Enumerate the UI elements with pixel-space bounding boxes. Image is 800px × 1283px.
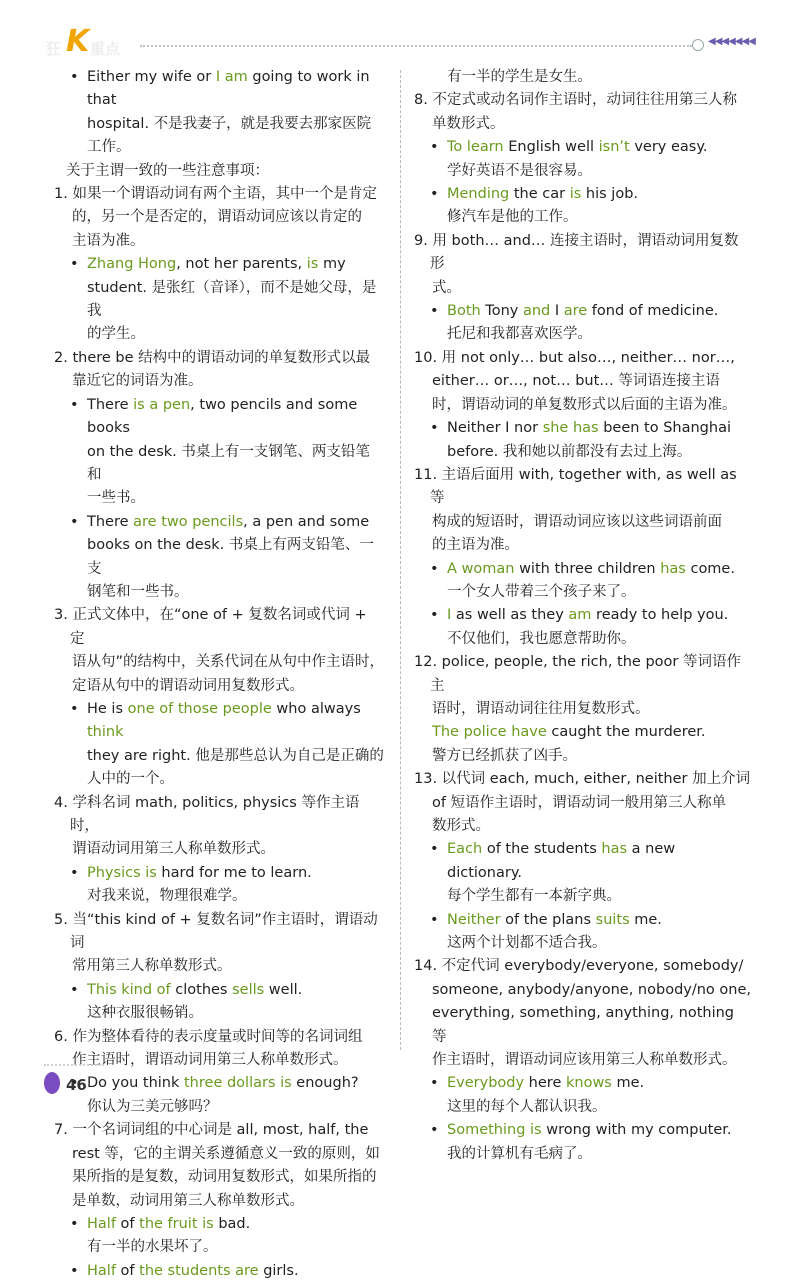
left-line-40: • Half of the fruit is bad. [54, 1213, 384, 1236]
right-line-26: 警方已经抓获了凶手。 [432, 747, 577, 764]
left-line-24: 4. 学科名词 math, politics, physics 等作主语时， [54, 794, 360, 834]
left-line-11: 靠近它的词语为准。 [72, 373, 203, 390]
left-line-10: 2. there be 结构中的谓语动词的单复数形式以最 [54, 349, 371, 366]
left-line-15: • There are two pencils, a pen and some [54, 511, 384, 534]
left-line-35: 你认为三美元够吗？ [87, 1098, 218, 1115]
left-line-22: they are right. 他是那些总认为自己是正确的 [87, 747, 384, 764]
right-line-14: • Neither I nor she has been to Shanghai [414, 417, 752, 440]
right-column [414, 66, 752, 1166]
right-line-31: 每个学生都有一本新字典。 [447, 888, 621, 905]
left-line-20: 定语从句中的谓语动词用复数形式。 [72, 677, 304, 694]
left-line-9: 的学生。 [87, 326, 145, 343]
right-line-24: 语时，谓语动词往往用复数形式。 [432, 700, 650, 717]
left-line-8: student. 是张红（音译），而不是她父母，是我 [87, 279, 377, 320]
right-line-32: • Neither of the plans suits me. [414, 909, 752, 932]
right-line-27: 13. 以代词 each, much, either, neither 加上介词 [414, 771, 751, 788]
left-line-25: 谓语动词用第三人称单数形式。 [72, 841, 275, 858]
right-line-36: everything, something, anything, nothing 等 [432, 1005, 735, 1045]
right-line-15: before. 我和她以前都没有去过上海。 [447, 443, 692, 460]
header-circle-icon [692, 39, 704, 51]
right-line-19: • A woman with three children has come. [414, 558, 752, 581]
right-line-39: 这里的每个人都认识我。 [447, 1098, 607, 1115]
page-number: 46 [66, 1076, 87, 1094]
right-line-34: 14. 不定代词 everybody/everyone, somebody/ [414, 958, 744, 975]
left-line-16: books on the desk. 书桌上有两支铅笔、一支 [87, 537, 374, 577]
right-line-8: 式。 [432, 279, 461, 296]
left-line-31: 这种衣服很畅销。 [87, 1005, 203, 1022]
right-line-9: • Both Tony and I are fond of medicine. [414, 300, 752, 323]
right-line-40: • Something is wrong with my computer. [414, 1119, 752, 1142]
left-line-18: 3. 正式文体中，在“one of + 复数名词或代词 + 定 [54, 607, 367, 647]
right-line-10: 托尼和我都喜欢医学。 [447, 326, 592, 343]
left-line-4: 1. 如果一个谓语动词有两个主语，其中一个是肯定 [54, 186, 377, 203]
page-header [44, 24, 760, 64]
left-line-33: 作主语时，谓语动词用第三人称单数形式。 [72, 1052, 348, 1069]
left-line-42: • Half of the students are girls. [54, 1260, 384, 1283]
right-line-35: someone, anybody/anyone, nobody/no one, [432, 981, 751, 998]
right-line-22: 不仅他们，我也愿意帮助你。 [447, 630, 636, 647]
left-line-2: 工作。 [87, 139, 131, 156]
left-line-29: 常用第三人称单数形式。 [72, 958, 232, 975]
logo-left-text: 狂 [46, 40, 62, 58]
left-line-21: • He is one of those people who always think [54, 698, 384, 745]
right-line-21: • I as well as they am ready to help you. [414, 604, 752, 627]
footer-dotted-rule [44, 1064, 104, 1066]
logo-k: K [66, 24, 90, 59]
left-line-41: 有一半的水果坏了。 [87, 1239, 218, 1256]
right-line-5: • Mending the car is his job. [414, 183, 752, 206]
left-line-5: 的，另一个是否定的，谓语动词应该以肯定的 [72, 209, 362, 226]
right-line-1: 8. 不定式或动名词作主语时，动词往往用第三人称 [414, 92, 737, 109]
right-line-30: • Each of the students has a new dictionary. [414, 838, 752, 885]
right-line-11: 10. 用 not only… but also…, neither… nor…, [414, 349, 735, 366]
left-line-28: 5. 当“this kind of + 复数名词”作主语时，谓语动词 [54, 911, 378, 952]
right-line-23: 12. police, people, the rich, the poor 等词语作主 [414, 654, 741, 694]
right-line-6: 修汽车是他的工作。 [447, 209, 578, 226]
left-line-14: 一些书。 [87, 490, 145, 507]
right-line-7: 9. 用 both… and… 连接主语时，谓语动词用复数形 [414, 232, 739, 273]
left-line-37: rest 等，它的主谓关系遵循意义一致的原则，如 [72, 1145, 380, 1162]
left-line-34: • Do you think three dollars is enough? [54, 1072, 384, 1095]
left-line-13: on the desk. 书桌上有一支钢笔、两支铅笔和 [87, 443, 370, 483]
right-line-13: 时，谓语动词的单复数形式以后面的主语为准。 [432, 396, 737, 413]
right-line-18: 的主语为准。 [432, 537, 519, 554]
left-line-3: 关于主谓一致的一些注意事项： [66, 162, 269, 179]
right-line-25: The police have caught the murderer. [432, 724, 706, 741]
left-line-17: 钢笔和一些书。 [87, 583, 189, 600]
right-line-28: of 短语作主语时，谓语动词一般用第三人称单 [432, 794, 727, 811]
right-line-2: 单数形式。 [432, 115, 505, 132]
left-line-38: 果所指的是复数，动词用复数形式，如果所指的 [72, 1169, 377, 1186]
left-line-27: 对我来说，物理很难学。 [87, 888, 247, 905]
right-line-12: either… or…, not… but… 等词语连接主语 [432, 373, 720, 390]
right-line-37: 作主语时，谓语动词应该用第三人称单数形式。 [432, 1052, 737, 1069]
column-divider [400, 70, 401, 1050]
left-line-39: 是单数，动词用第三人称单数形式。 [72, 1192, 304, 1209]
right-line-16: 11. 主语后面用 with, together with, as well as 等 [414, 466, 737, 507]
left-line-19: 语从句”的结构中，关系代词在从句中作主语时， [72, 654, 385, 671]
left-line-30: • This kind of clothes sells well. [54, 979, 384, 1002]
lightbulb-icon [44, 1072, 60, 1094]
left-line-7: • Zhang Hong, not her parents, is my [54, 253, 384, 276]
left-line-26: • Physics is hard for me to learn. [54, 862, 384, 885]
left-line-36: 7. 一个名词词组的中心词是 all, most, half, the [54, 1122, 369, 1139]
right-line-3: • To learn English well isn’t very easy. [414, 136, 752, 159]
right-line-41: 我的计算机有毛病了。 [447, 1145, 592, 1162]
right-line-33: 这两个计划都不适合我。 [447, 935, 607, 952]
right-line-38: • Everybody here knows me. [414, 1072, 752, 1095]
left-line-0: • Either my wife or I am going to work in that [54, 66, 384, 113]
left-line-32: 6. 作为整体看待的表示度量或时间等的名词词组 [54, 1028, 363, 1045]
left-line-6: 主语为准。 [72, 232, 145, 249]
right-line-29: 数形式。 [432, 818, 490, 834]
header-dotted-rule [140, 45, 692, 47]
page-footer [44, 1064, 164, 1104]
header-arrows-icon: ◀◀◀◀◀◀◀ [708, 36, 755, 47]
right-line-17: 构成的短语时，谓语动词应该以这些词语前面 [432, 513, 722, 530]
right-line-4: 学好英语不是很容易。 [447, 162, 592, 179]
left-line-23: 人中的一个。 [87, 771, 174, 788]
right-line-20: 一个女人带着三个孩子来了。 [447, 583, 636, 600]
right-line-0: 有一半的学生是女生。 [447, 69, 592, 85]
logo-right-text: 重点 [90, 40, 121, 58]
left-line-1: hospital. 不是我妻子，就是我要去那家医院 [87, 115, 372, 132]
left-line-12: • There is a pen, two pencils and some books [54, 394, 384, 441]
logo [44, 24, 140, 59]
